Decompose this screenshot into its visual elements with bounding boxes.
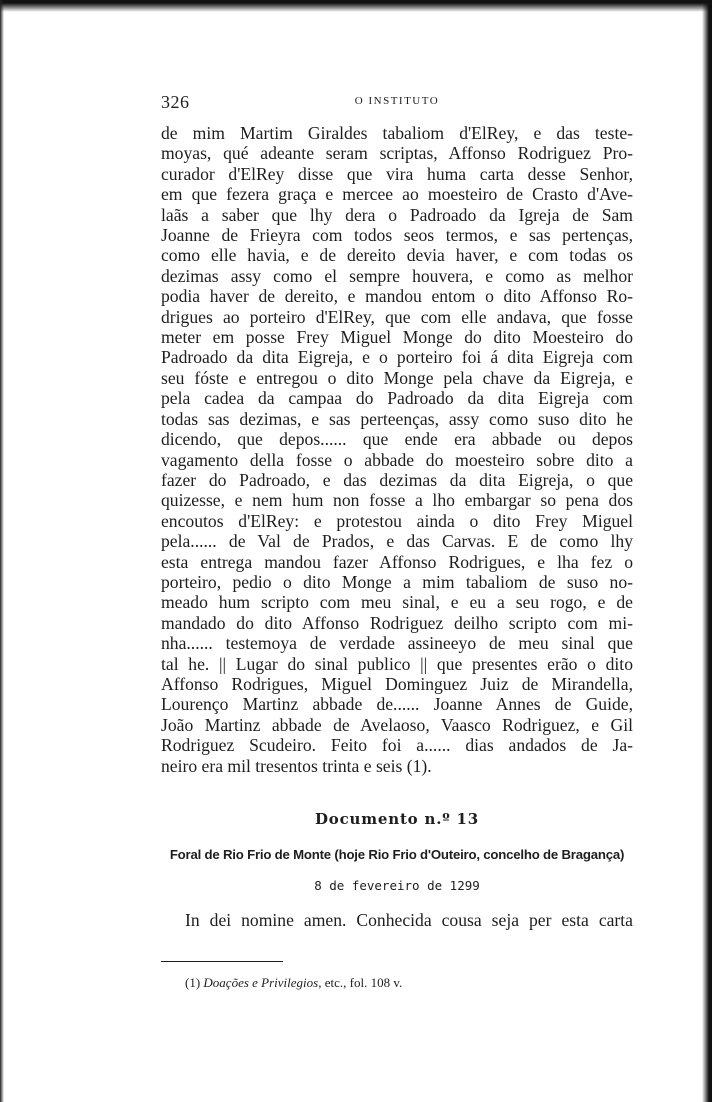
body-line: Padroado da dita Eigreja, e o porteiro foi á dita Eigreja com: [161, 347, 633, 368]
body-line: laãs a saber que lhy dera o Padroado da Igreja de Sam: [161, 204, 633, 225]
document-opening-line: In dei nomine amen. Conhecida cousa seja per esta carta: [185, 910, 633, 930]
document-subtitle: Foral de Rio Frio de Monte (hoje Rio Frio d'Outeiro, concelho de Bragança): [169, 847, 625, 862]
footnote-rule: [161, 961, 283, 962]
footnote-reference: etc., fol. 108 v.: [321, 975, 403, 990]
body-line: em que fezera graça e mercee ao moesteiro de Crasto d'Ave-: [161, 184, 633, 205]
body-line: dezimas assy como el sempre houvera, e como as melhor: [161, 265, 633, 286]
document-heading: Documento n.º 13: [314, 810, 480, 828]
body-line: pela...... de Val de Prados, e das Carvas. E de como lhy: [161, 531, 633, 552]
body-line: como elle havia, e de dereito devia haver, e com todas os: [161, 245, 633, 266]
body-line: podia haver de dereito, e mandou entom o dito Affonso Ro-: [161, 286, 633, 307]
body-line: Lourenço Martinz abbade de...... Joanne Annes de Guide,: [161, 694, 633, 715]
running-title: O INSTITUTO: [354, 95, 440, 107]
footnote-source: Doações e Privilegios,: [203, 975, 322, 990]
footnote-marker: (1): [185, 975, 201, 990]
scan-edge-right: [702, 0, 712, 1102]
body-line: seu fóste e entregou o dito Monge pela chave da Eigreja, e: [161, 367, 633, 388]
body-line: moyas, qué adeante seram scriptas, Affonso Rodriguez Pro-: [161, 143, 633, 164]
document-date: 8 de fevereiro de 1299: [314, 878, 480, 893]
body-line: nha...... testemoya de verdade assineeyo de meu sinal que: [161, 633, 633, 654]
body-line: João Martinz abbade de Avelaoso, Vaasco Rodriguez, e Gil: [161, 714, 633, 735]
body-line: pela cadea da campaa do Padroado da dita Eigreja com: [161, 388, 633, 409]
body-line: de mim Martim Giraldes tabaliom d'ElRey, e das teste-: [161, 123, 633, 143]
page-number: 326: [161, 92, 190, 112]
body-line: fazer do Padroado, e das dezimas da dita Eigreja, o que: [161, 469, 633, 490]
body-line: Rodriguez Scudeiro. Feito foi a...... dias andados de Ja-: [161, 735, 633, 756]
footnote: [161, 975, 633, 991]
book-page: [161, 84, 633, 991]
body-line: tal he. || Lugar do sinal publico || que presentes erão o dito: [161, 653, 633, 674]
body-text: [161, 123, 633, 776]
body-line: esta entrega mandou fazer Affonso Rodrigues, e lha fez o: [161, 551, 633, 572]
body-line: meter em posse Frey Miguel Monge do dito Moesteiro do: [161, 327, 633, 348]
body-line: encoutos d'ElRey: e protestou ainda o dito Frey Miguel: [161, 510, 633, 531]
scan-edge-left: [0, 0, 4, 1102]
body-line: mandado do dito Affonso Rodriguez deilho scripto com mi-: [161, 612, 633, 633]
body-line: curador d'ElRey disse que vira huma carta desse Senhor,: [161, 163, 633, 184]
running-head: [161, 84, 633, 114]
body-line: Joanne de Frieyra com todos seos termos, e sas pertenças,: [161, 225, 633, 246]
body-line: todas sas dezimas, e sas perteenças, assy como suso dito he: [161, 408, 633, 429]
body-line: meado hum scripto com meu sinal, e eu a seu rogo, e de: [161, 592, 633, 613]
body-line: porteiro, pedio o dito Monge a mim tabaliom de suso no-: [161, 571, 633, 592]
body-line: quizesse, e nem hum non fosse a lho embargar so pena dos: [161, 490, 633, 511]
body-line: vagamento della fosse o abbade do moesteiro sobre dito a: [161, 449, 633, 470]
body-line: drigues ao porteiro d'ElRey, que com elle andava, que fosse: [161, 306, 633, 327]
body-line: Affonso Rodrigues, Miguel Dominguez Juiz de Mirandella,: [161, 673, 633, 694]
body-line: neiro era mil tresentos trinta e seis (1).: [161, 755, 432, 776]
scan-edge-top: [0, 0, 712, 12]
body-line: dicendo, que depos...... que ende era abbade ou depos: [161, 429, 633, 450]
